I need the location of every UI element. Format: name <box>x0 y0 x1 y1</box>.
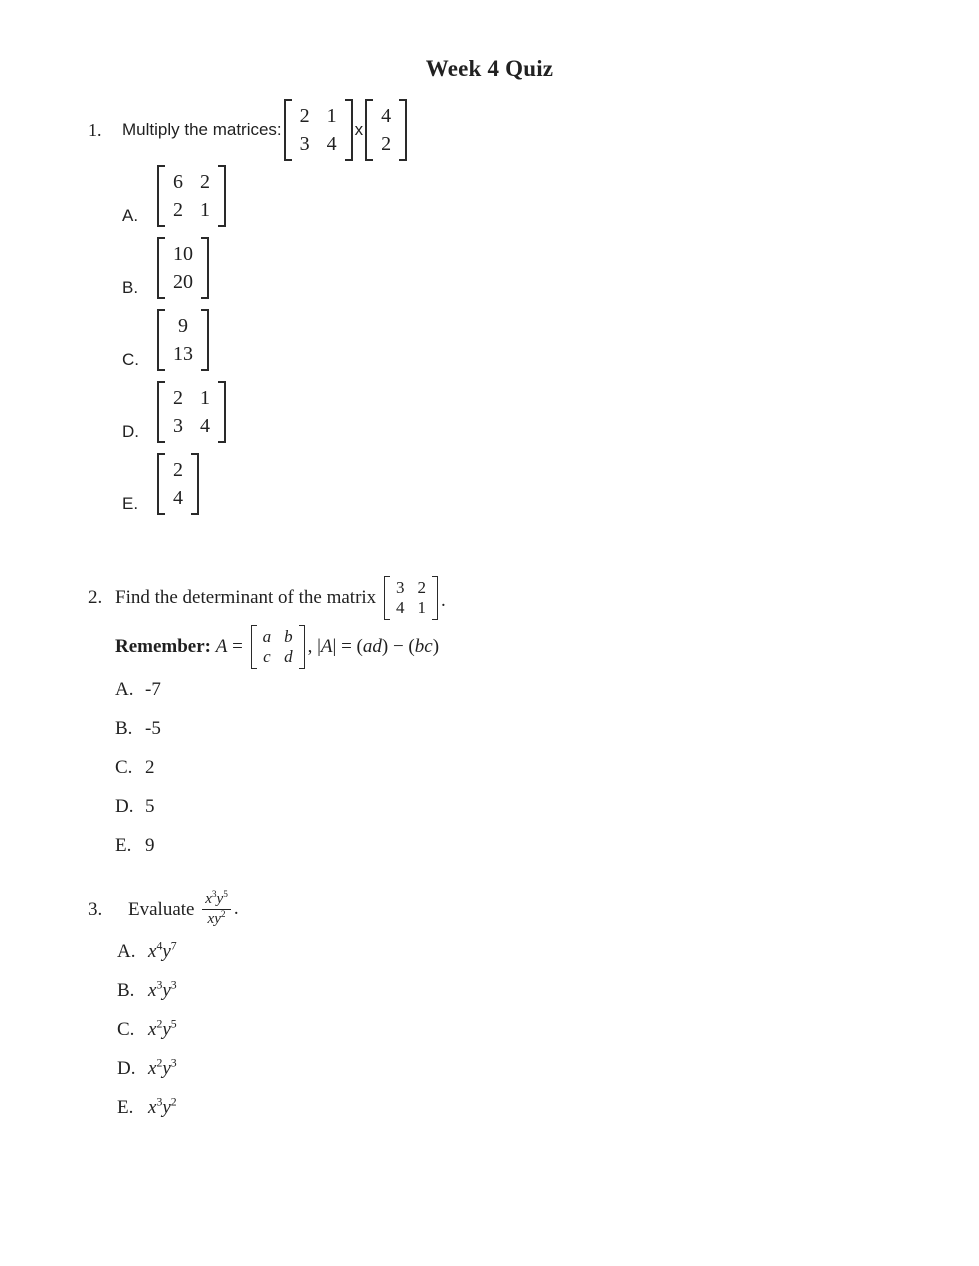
option-D <box>117 1058 979 1081</box>
matrix-cell: 4 <box>395 598 405 617</box>
matrix-cell: 13 <box>173 343 193 365</box>
text-run: Find the determinant of the matrix <box>115 587 381 608</box>
matrix-body <box>165 453 191 515</box>
option-label: D. <box>122 422 139 441</box>
superscript: 7 <box>170 939 177 953</box>
options-list <box>122 165 979 520</box>
math-token: $x^4$ <box>148 939 163 962</box>
text-run: Remember: <box>115 636 216 657</box>
matrix-bracket-left <box>157 381 165 443</box>
superscript: 3 <box>156 978 163 992</box>
matrix-cell: a <box>262 627 272 646</box>
question-number: 1. <box>88 119 102 140</box>
superscript: 2 <box>170 1095 177 1109</box>
matrix-cell: b <box>284 627 293 646</box>
option-content <box>155 453 201 520</box>
matrix-cell: 4 <box>381 105 392 127</box>
option-B <box>122 237 979 304</box>
question-stem-content <box>122 99 409 161</box>
math-run <box>148 1097 177 1119</box>
matrix-cell: 1 <box>200 387 210 409</box>
superscript: 3 <box>211 890 217 900</box>
option-A <box>115 679 979 701</box>
option-A <box>117 941 979 964</box>
text-run: Evaluate <box>128 898 200 920</box>
superscript: 2 <box>156 1056 163 1070</box>
math-run <box>308 636 439 658</box>
matrix-cell: 2 <box>173 199 183 221</box>
fraction-numerator <box>202 891 231 910</box>
matrix-cell: 2 <box>417 578 426 597</box>
option-label: E. <box>117 1097 134 1118</box>
text-run: Multiply the matrices: <box>122 120 282 139</box>
option-label: C. <box>115 757 133 778</box>
matrix-bracket-right <box>345 99 353 161</box>
text-run: 5 <box>145 796 155 817</box>
math-token: A <box>215 636 228 657</box>
math-token: A <box>320 636 333 657</box>
option-content <box>148 941 177 963</box>
math-token: $y^5$ <box>216 890 228 907</box>
matrix-body <box>165 237 201 299</box>
option-D <box>115 796 979 818</box>
matrix <box>251 625 305 669</box>
option-label: A. <box>117 941 136 962</box>
question-number: 3. <box>88 898 103 920</box>
math-run <box>148 1019 177 1041</box>
option-D <box>122 381 979 448</box>
math-run <box>148 1058 177 1080</box>
math-token: = <box>227 636 248 657</box>
matrix-bracket-right <box>218 165 226 227</box>
fraction-denominator <box>208 910 226 928</box>
math-token: x <box>207 911 215 927</box>
option-content <box>148 1058 177 1080</box>
fraction <box>202 891 231 928</box>
remember-note <box>115 625 979 669</box>
math-token: $y^7$ <box>162 939 177 962</box>
matrix-body <box>390 576 432 620</box>
matrix-bracket-left <box>157 237 165 299</box>
question-stem <box>88 576 979 620</box>
question-3 <box>88 891 979 1120</box>
option-content <box>145 835 155 857</box>
math-token: $x^3$ <box>148 1095 163 1118</box>
option-B <box>117 980 979 1003</box>
superscript: 3 <box>170 1056 177 1070</box>
math-token: ) − ( <box>381 636 415 657</box>
option-content <box>145 718 161 740</box>
options-list <box>117 941 979 1120</box>
superscript: 5 <box>223 890 228 900</box>
math-run <box>216 636 248 658</box>
matrix-cell: 2 <box>173 459 183 481</box>
option-E <box>117 1097 979 1120</box>
matrix-body <box>257 625 299 669</box>
option-label: B. <box>115 718 133 739</box>
math-token: $y^2$ <box>214 910 226 927</box>
matrix-body <box>165 165 218 227</box>
matrix <box>157 453 199 515</box>
superscript: 3 <box>156 1095 163 1109</box>
matrix-cell: 1 <box>417 598 426 617</box>
matrix <box>384 576 438 620</box>
option-label: D. <box>115 796 134 817</box>
matrix-bracket-right <box>399 99 407 161</box>
matrix-cell: 2 <box>299 105 310 127</box>
option-label: B. <box>117 980 135 1001</box>
matrix-body <box>165 309 201 371</box>
option-content <box>148 1019 177 1041</box>
math-token: $y^2$ <box>162 1095 177 1118</box>
matrix-cell: 1 <box>200 199 210 221</box>
text-run: 2 <box>145 757 155 778</box>
option-label: C. <box>122 350 139 369</box>
text-run: -7 <box>145 679 161 700</box>
math-token: $x^3$ <box>205 890 217 907</box>
option-content <box>148 980 177 1002</box>
matrix <box>157 237 209 299</box>
matrix-bracket-right <box>201 237 209 299</box>
option-label: A. <box>115 679 134 700</box>
math-token: $x^2$ <box>148 1017 163 1040</box>
question-stem-content <box>128 891 239 928</box>
matrix-bracket-right <box>191 453 199 515</box>
matrix <box>365 99 407 161</box>
matrix <box>157 309 209 371</box>
matrix-cell: 3 <box>395 578 405 597</box>
option-content <box>155 309 211 376</box>
matrix-cell: 4 <box>200 415 210 437</box>
matrix-cell: 9 <box>178 315 188 337</box>
question-stem <box>88 891 979 928</box>
math-token: $y^3$ <box>162 1056 177 1079</box>
option-label: D. <box>117 1058 136 1079</box>
option-label: C. <box>117 1019 135 1040</box>
matrix-bracket-left <box>157 453 165 515</box>
matrix-bracket-left <box>284 99 292 161</box>
question-stem <box>88 99 979 161</box>
matrix-bracket-right <box>299 625 305 669</box>
matrix-cell: 2 <box>200 171 210 193</box>
option-A <box>122 165 979 232</box>
math-token: , | <box>307 636 321 657</box>
option-E <box>115 835 979 857</box>
option-content <box>155 165 228 232</box>
superscript: 5 <box>170 1017 177 1031</box>
matrix-cell: 4 <box>173 487 183 509</box>
option-label: E. <box>122 494 139 513</box>
superscript: 3 <box>170 978 177 992</box>
matrix-bracket-left <box>157 309 165 371</box>
option-B <box>115 718 979 740</box>
math-token: $x^3$ <box>148 978 163 1001</box>
options-list <box>115 679 979 857</box>
matrix-cell: 3 <box>173 415 183 437</box>
question-number: 2. <box>88 587 103 608</box>
matrix-cell: c <box>263 647 271 666</box>
math-token: | = ( <box>332 636 363 657</box>
matrix-cell: 1 <box>326 105 337 127</box>
questions-container <box>0 99 979 1120</box>
option-label: B. <box>122 278 139 297</box>
matrix-bracket-right <box>218 381 226 443</box>
option-content <box>148 1097 177 1119</box>
math-token: ) <box>432 636 440 657</box>
superscript: 4 <box>156 939 163 953</box>
question-2 <box>88 576 979 857</box>
option-label: E. <box>115 835 132 856</box>
matrix-bracket-right <box>432 576 438 620</box>
matrix-cell: 20 <box>173 271 193 293</box>
option-E <box>122 453 979 520</box>
option-content <box>145 757 155 779</box>
matrix-cell: 2 <box>381 133 392 155</box>
text-run: . <box>440 590 446 611</box>
text-run: -5 <box>145 718 161 739</box>
matrix-bracket-left <box>157 165 165 227</box>
superscript: 2 <box>156 1017 163 1031</box>
matrix-body <box>292 99 345 161</box>
option-content <box>155 381 228 448</box>
matrix <box>284 99 353 161</box>
option-C <box>122 309 979 376</box>
superscript: 2 <box>220 910 226 920</box>
matrix-body <box>165 381 218 443</box>
option-content <box>145 796 155 818</box>
matrix-bracket-left <box>365 99 373 161</box>
matrix <box>157 381 226 443</box>
option-C <box>117 1019 979 1042</box>
math-token: $y^3$ <box>162 978 177 1001</box>
matrix-cell: 6 <box>173 171 183 193</box>
matrix-cell: 4 <box>326 133 337 155</box>
text-run: x <box>354 120 364 139</box>
matrix <box>157 165 226 227</box>
math-token: $x^2$ <box>148 1056 163 1079</box>
matrix-cell: 10 <box>173 243 193 265</box>
matrix-bracket-right <box>201 309 209 371</box>
math-run <box>148 941 177 963</box>
matrix-cell: 2 <box>173 387 183 409</box>
option-content <box>155 237 211 304</box>
math-token: $y^5$ <box>162 1017 177 1040</box>
matrix-cell: 3 <box>299 133 310 155</box>
math-token: ad <box>362 636 382 657</box>
math-run <box>148 980 177 1002</box>
option-label: A. <box>122 206 139 225</box>
matrix-cell: d <box>284 647 293 666</box>
option-C <box>115 757 979 779</box>
option-content <box>145 679 161 701</box>
math-token: bc <box>414 636 433 657</box>
text-run: . <box>233 898 239 919</box>
quiz-title: Week 4 Quiz <box>425 56 554 81</box>
text-run: 9 <box>145 835 155 856</box>
question-stem-content <box>115 576 446 620</box>
matrix-body <box>373 99 399 161</box>
question-1 <box>88 99 979 520</box>
